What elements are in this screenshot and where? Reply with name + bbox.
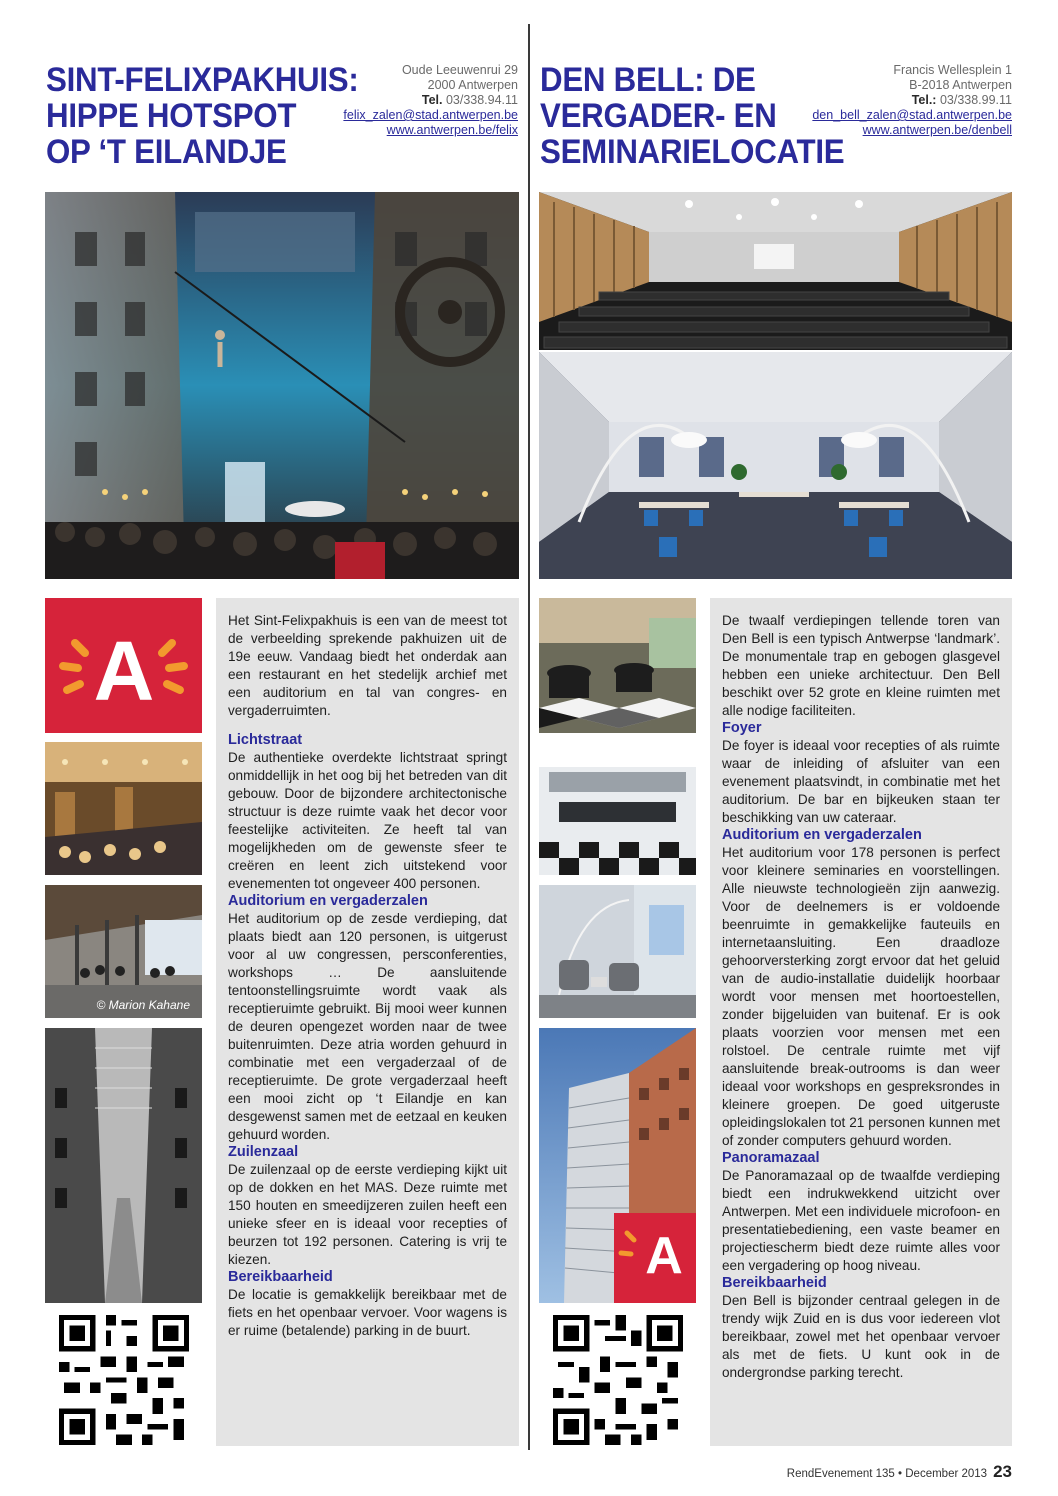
right-section-heading-foyer: Foyer xyxy=(722,720,762,736)
den-bell-staircase-illustration xyxy=(539,742,696,875)
right-section-text-bereikbaarheid: Den Bell is bijzonder centraal gelegen in de trendy wijk Zuid en is dus voor iedereen vlot bereikbaar, zowel met het openbaar vervoer als met de fiets. U kunt ook in de ondergrondse parking terecht. xyxy=(722,1293,1000,1380)
catering-buffet-photo xyxy=(45,742,202,875)
page-number: 23 xyxy=(993,1462,1012,1481)
footer-publication: RendEvenement 135 • December 2013 xyxy=(786,1468,988,1480)
den-bell-tower-illustration xyxy=(539,1028,696,1303)
left-text-box xyxy=(216,598,519,1446)
right-qr-code-icon xyxy=(553,1315,683,1445)
right-contact-block xyxy=(800,63,1012,138)
left-intro-paragraph: Het Sint-Felixpakhuis is een van de meest tot de verbeelding sprekende pakhuizen uit de 19e eeuw. Vandaag biedt het onderdak aan een restaurant en het stedelijk archief met een auditorium en tal van congres- en vergaderruimten. xyxy=(228,613,507,718)
left-article-title xyxy=(46,62,358,170)
lichtstraat-hero-illustration xyxy=(45,192,519,579)
logo-letter: A xyxy=(93,624,155,718)
left-section-text-zuilenzaal: De zuilenzaal op de eerste verdieping kijkt uit op de dokken en het MAS. Deze ruimte met 150 houten en smeedijzeren zuilen heeft een unieke sfeer en is ideaal voor recepties of beurzen tot 192 personen. Catering is vrij te kiezen. xyxy=(228,1162,507,1267)
left-phone xyxy=(330,93,518,108)
left-section-text-auditorium: Het auditorium op de zesde verdieping, dat plaats biedt aan 120 personen, is uitgerust voor al uw congressen, persconferenties, workshops … De aansluitende tentoonstellingsruimte wordt vaak als receptieruimte gebruikt. Bij mooi weer kunnen de deuren opengezet worden naar de twee buitenruimten. Deze atria worden gehuurd in combinatie met een vergaderzaal of de receptieruimte. De grote vergaderzaal heeft een mooi zicht op ‘t Eilandje en kan desgewenst samen met de eetzaal en keuken gehuurd worden. xyxy=(228,911,507,1142)
right-article-title xyxy=(540,62,844,170)
lichtstraat-gallery-photo xyxy=(45,1028,202,1303)
left-section-text-bereikbaarheid: De locatie is gemakkelijk bereikbaar met de fiets en het openbaar vervoer. Voor wagens is er ruime (betalende) parking in de buurt. xyxy=(228,1287,507,1338)
left-section-heading-auditorium: Auditorium en vergaderzalen xyxy=(228,893,428,909)
lichtstraat-gallery-illustration xyxy=(45,1028,202,1303)
left-phone-number: 03/338.94.11 xyxy=(442,93,518,107)
den-bell-foyer-reception-illustration xyxy=(539,598,696,733)
right-section-text-panoramazaal: De Panoramazaal op de twaalfde verdieping biedt een indrukwekkend uitzicht over Antwerpen. Met een individuele microfoon- en presentatiebediening, een vaste beamer en projectiescherm biedt deze ruimte alles voor een vergadering op hoog niveau. xyxy=(722,1168,1000,1273)
den-bell-tower-photo xyxy=(539,1028,696,1303)
right-phone xyxy=(800,93,1012,108)
left-section-heading-lichtstraat: Lichtstraat xyxy=(228,732,303,748)
den-bell-lounge-illustration xyxy=(539,885,696,1018)
den-bell-central-room-illustration xyxy=(539,352,1012,579)
right-section-heading-panoramazaal: Panoramazaal xyxy=(722,1150,820,1166)
right-section-heading-bereikbaarheid: Bereikbaarheid xyxy=(722,1275,827,1291)
right-title-line-3: SEMINARIELOCATIE xyxy=(540,133,845,171)
lichtstraat-hero-photo xyxy=(45,192,519,579)
zuilenzaal-photo xyxy=(45,885,202,1018)
left-article-body xyxy=(216,598,519,1340)
left-title-line-1: SINT-FELIXPAKHUIS: xyxy=(46,61,359,99)
left-email-link[interactable]: felix_zalen@stad.antwerpen.be xyxy=(343,108,518,122)
left-section-text-lichtstraat: De authentieke overdekte lichtstraat springt onmiddellijk in het oog bij het betreden van dit gebouw. Door de bijzondere architectonische structuur is deze ruimte vaak het decor voor feestelijke activiteiten. Ze heeft tal van mogelijkheden om de gewenste sfeer te creëren en leent zich uitstekend voor evenementen tot ongeveer 400 personen. xyxy=(228,750,507,891)
building-sign-letter: A xyxy=(645,1227,683,1285)
left-address-city: 2000 Antwerpen xyxy=(427,78,518,92)
left-section-heading-bereikbaarheid: Bereikbaarheid xyxy=(228,1269,333,1285)
den-bell-central-room-photo xyxy=(539,352,1012,579)
left-title-line-3: OP ‘T EILANDJE xyxy=(46,133,287,171)
right-title-line-1: DEN BELL: DE xyxy=(540,61,756,99)
left-phone-label: Tel. xyxy=(421,93,443,107)
left-qr-code-icon xyxy=(59,1315,189,1445)
right-web-link[interactable]: www.antwerpen.be/denbell xyxy=(862,123,1012,137)
right-address-city: B-2018 Antwerpen xyxy=(909,78,1012,92)
left-address-street: Oude Leeuwenrui 29 xyxy=(401,63,518,77)
right-title-line-2: VERGADER- EN xyxy=(540,97,777,135)
left-contact-block xyxy=(330,63,518,138)
right-phone-number: 03/338.99.11 xyxy=(936,93,1012,107)
right-email-link[interactable]: den_bell_zalen@stad.antwerpen.be xyxy=(812,108,1012,122)
right-address-street: Francis Wellesplein 1 xyxy=(893,63,1012,77)
right-section-heading-auditorium: Auditorium en vergaderzalen xyxy=(722,827,922,843)
den-bell-auditorium-illustration xyxy=(539,192,1012,350)
right-phone-label: Tel.: xyxy=(911,93,937,107)
den-bell-auditorium-photo xyxy=(539,192,1012,350)
den-bell-staircase-photo xyxy=(539,742,696,875)
right-intro-paragraph: De twaalf verdiepingen tellende toren van Den Bell is een typisch Antwerpse ‘landmark’. De monumentale trap en gebogen glasgevel hebben een unieke architectuur. Den Bell beschikt over 52 grote en kleine ruimten met alle nodige faciliteiten. xyxy=(722,613,1000,718)
right-qr-code[interactable] xyxy=(553,1315,683,1445)
page-footer xyxy=(787,1462,1012,1482)
right-section-text-auditorium: Het auditorium voor 178 personen is perfect voor kleinere seminaries en voorstellingen. Alle nieuwste technologieën zijn aanwezig. Voor de deelnemers is er voldoende beenruimte in gemakkelijke fauteuils en internetaansluiting. Een draadloze gehoorversterking zorgt ervoor dat het geluid van de audio-installatie duidelijk hoorbaar wordt voor mensen met hoortoestellen, zonder bijgeluiden van buitenaf. Er is ook plaats voorzien voor mensen met een rolstoel. De centrale ruimte met vijf aansluitende break-outrooms is dan weer ideaal voor workshops en gespreksrondes in kleinere groepen. De goed uitgeruste opleidingslokalen tot 21 personen kunnen met of zonder computers gehuurd worden. xyxy=(722,845,1000,1148)
antwerpen-logo xyxy=(45,598,202,733)
antwerpen-a-logo-icon xyxy=(45,598,202,733)
left-web-link[interactable]: www.antwerpen.be/felix xyxy=(386,123,518,137)
right-text-box xyxy=(710,598,1012,1446)
den-bell-foyer-reception-photo xyxy=(539,598,696,733)
catering-buffet-illustration xyxy=(45,742,202,875)
right-section-text-foyer: De foyer is ideaal voor recepties of als ruimte waar de inleiding of afsluiter van een evenement plaatsvindt, in combinatie met het auditorium. De bar en bijkeuken staan ter beschikking van uw cateraar. xyxy=(722,738,1000,825)
right-article-body xyxy=(710,598,1012,1382)
den-bell-lounge-photo xyxy=(539,885,696,1018)
left-qr-code[interactable] xyxy=(59,1315,189,1445)
column-divider xyxy=(528,24,530,1450)
photo-credit: © Marion Kahane xyxy=(96,998,190,1012)
left-section-heading-zuilenzaal: Zuilenzaal xyxy=(228,1144,299,1160)
left-title-line-2: HIPPE HOTSPOT xyxy=(46,97,297,135)
